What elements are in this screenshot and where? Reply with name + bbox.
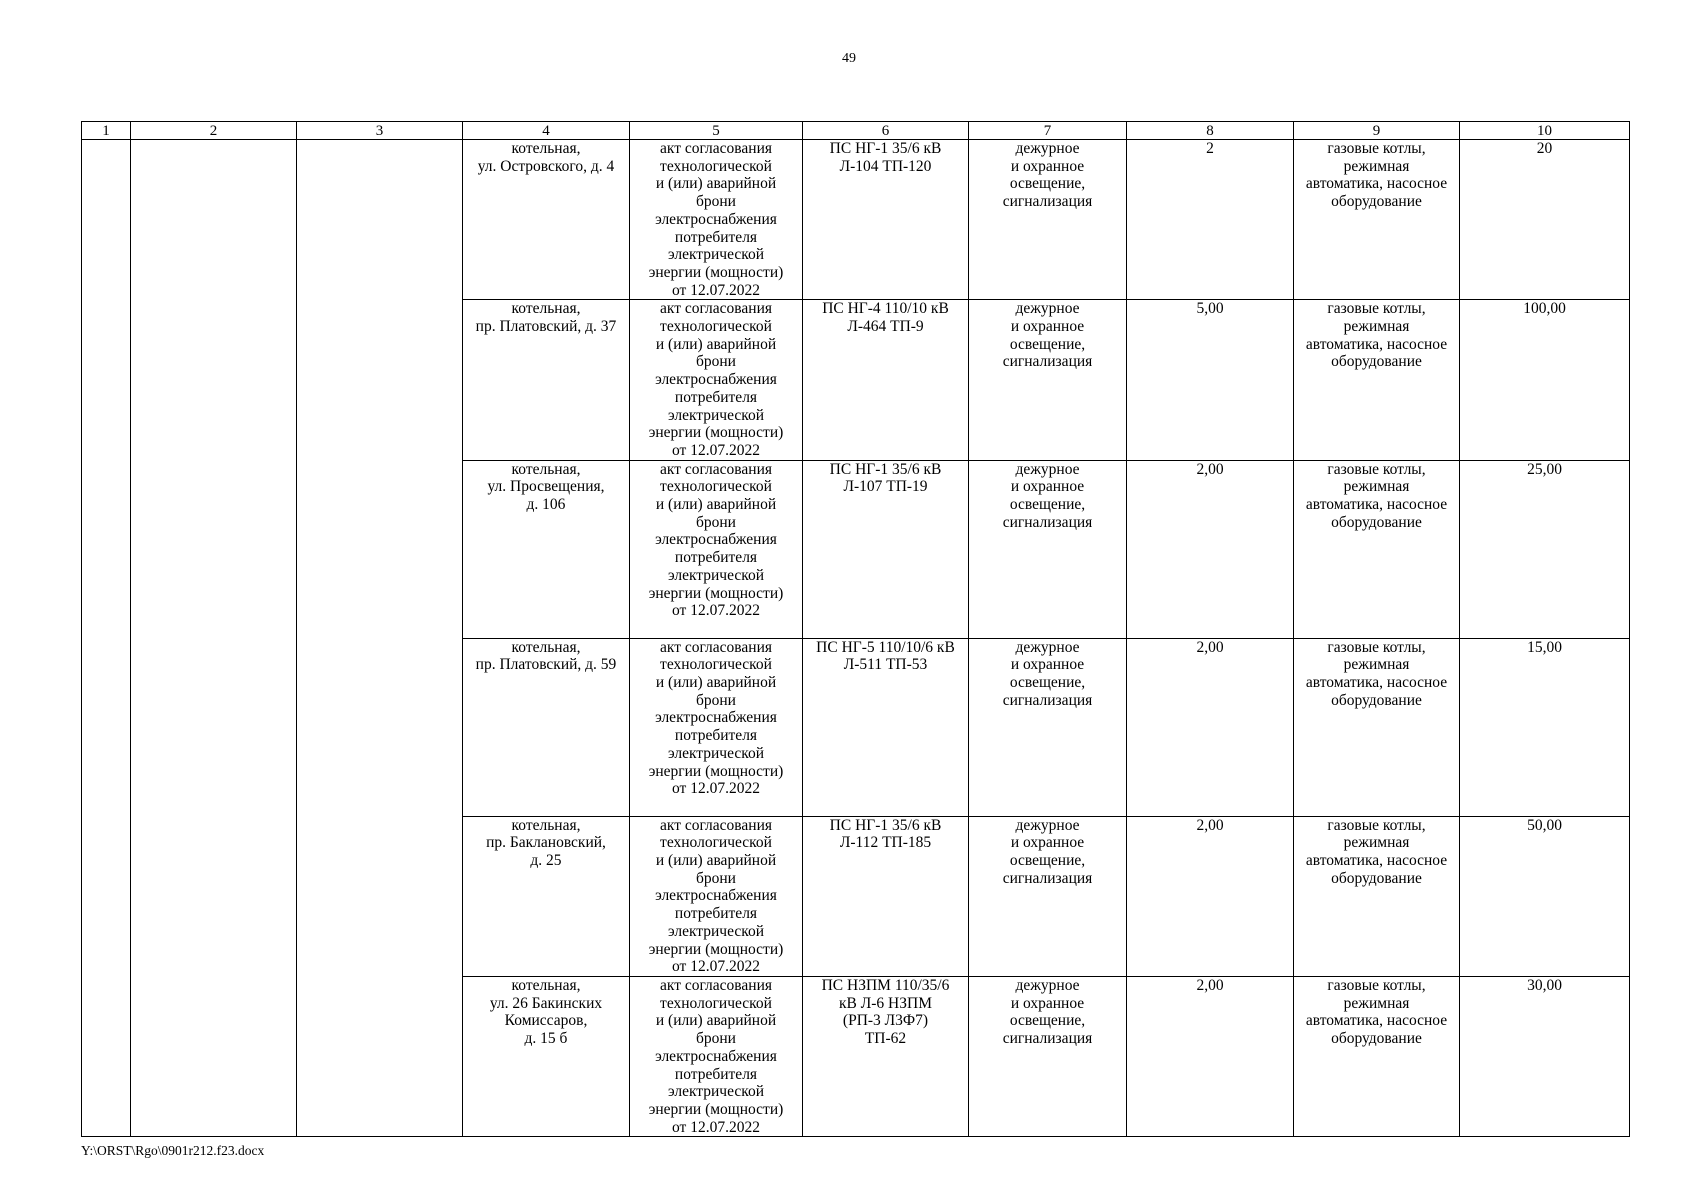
cell-text-line: электрической xyxy=(667,406,765,424)
cell-text-line: и охранное xyxy=(1010,318,1085,336)
cell-text-line: д. 15 б xyxy=(524,1030,568,1048)
cell-text-line: энергии (мощности) xyxy=(648,940,784,958)
cell-text-line: ТП-62 xyxy=(864,1030,907,1048)
cell-text-line: Л-104 ТП-120 xyxy=(839,157,932,175)
cell-text-line: режимная xyxy=(1343,478,1410,496)
cell-text-line: и (или) аварийной xyxy=(655,175,777,193)
equipment-cell xyxy=(1294,816,1460,976)
cell-text-line: освещение, xyxy=(1009,674,1086,692)
column-number-1: 1 xyxy=(82,122,131,140)
cell-text-line: котельная, xyxy=(511,300,581,318)
cell-text-line: электрической xyxy=(667,246,765,264)
cell-text-line: брони xyxy=(696,513,736,531)
power-supply-cell xyxy=(803,140,969,300)
column-number-2: 2 xyxy=(131,122,297,140)
cell-text-line: дежурное xyxy=(1015,638,1080,656)
cell-text-line: освещение, xyxy=(1009,496,1086,514)
column-number-3: 3 xyxy=(297,122,463,140)
value-col8-cell: 2,00 xyxy=(1127,976,1294,1136)
cell-text-line: акт согласования xyxy=(659,140,772,157)
cell-text-line: Л-107 ТП-19 xyxy=(843,478,928,496)
cell-text-line: сигнализация xyxy=(1002,869,1093,887)
equipment-cell xyxy=(1294,460,1460,638)
cell-text-line: от 12.07.2022 xyxy=(672,1118,760,1136)
cell-text-line: ПС НГ-1 35/6 кВ xyxy=(829,460,942,478)
power-supply-cell xyxy=(803,300,969,460)
cell-text-line: освещение, xyxy=(1009,852,1086,870)
value-col10-cell: 30,00 xyxy=(1460,976,1630,1136)
cell-text-line: технологической xyxy=(660,157,772,175)
cell-text-line: автоматика, насосное xyxy=(1305,335,1448,353)
cell-text-line: ул. Просвещения, xyxy=(487,478,605,496)
cell-text-line: котельная, xyxy=(511,976,581,994)
cell-text-line: потребителя xyxy=(674,1065,758,1083)
cell-text-line: освещение, xyxy=(1009,335,1086,353)
cell-text-line: режимная xyxy=(1343,994,1410,1012)
purpose-cell xyxy=(969,638,1127,816)
cell-text-line: и (или) аварийной xyxy=(655,1012,777,1030)
cell-text-line: автоматика, насосное xyxy=(1305,852,1448,870)
cell-text-line: электрической xyxy=(667,922,765,940)
cell-text-line: газовые котлы, xyxy=(1327,638,1426,656)
cell-text-line: газовые котлы, xyxy=(1327,976,1426,994)
cell-text-line: пр. Баклановский, xyxy=(486,834,606,852)
column-number-7: 7 xyxy=(969,122,1127,140)
cell-text-line: и (или) аварийной xyxy=(655,852,777,870)
cell-text-line: режимная xyxy=(1343,157,1410,175)
cell-text-line: автоматика, насосное xyxy=(1305,1012,1448,1030)
empty-cell-col3 xyxy=(297,140,463,1137)
cell-text-line: пр. Платовский, д. 59 xyxy=(475,656,617,674)
cell-text-line: котельная, xyxy=(511,140,581,157)
cell-text-line: акт согласования xyxy=(659,300,772,318)
cell-text-line: освещение, xyxy=(1009,1012,1086,1030)
cell-text-line: и (или) аварийной xyxy=(655,496,777,514)
cell-text-line: акт согласования xyxy=(659,638,772,656)
cell-text-line: потребителя xyxy=(674,905,758,923)
document-cell xyxy=(630,638,803,816)
cell-text-line: ПС НГ-1 35/6 кВ xyxy=(829,140,942,157)
cell-text-line: оборудование xyxy=(1331,1030,1422,1048)
power-supply-cell xyxy=(803,638,969,816)
cell-text-line: и охранное xyxy=(1010,478,1085,496)
cell-text-line: акт согласования xyxy=(659,976,772,994)
cell-text-line: д. 25 xyxy=(530,852,562,870)
column-number-10: 10 xyxy=(1460,122,1630,140)
cell-text-line: потребителя xyxy=(674,388,758,406)
empty-cell-col1 xyxy=(82,140,131,1137)
cell-text-line: режимная xyxy=(1343,318,1410,336)
table-row xyxy=(82,140,1630,300)
cell-text-line: газовые котлы, xyxy=(1327,816,1426,834)
purpose-cell xyxy=(969,976,1127,1136)
value-col10-cell: 25,00 xyxy=(1460,460,1630,638)
power-supply-cell xyxy=(803,816,969,976)
cell-text-line: котельная, xyxy=(511,816,581,834)
cell-text-line: электроснабжения xyxy=(655,371,777,389)
cell-text-line: электрической xyxy=(667,1083,765,1101)
cell-text-line: сигнализация xyxy=(1002,1030,1093,1048)
cell-text-line: дежурное xyxy=(1015,140,1080,157)
value-col10-cell: 50,00 xyxy=(1460,816,1630,976)
cell-text-line: ПС НГ-4 110/10 кВ xyxy=(822,300,949,318)
cell-text-line: акт согласования xyxy=(659,816,772,834)
cell-text-line: ПС НГ-1 35/6 кВ xyxy=(829,816,942,834)
cell-text-line: и (или) аварийной xyxy=(655,674,777,692)
cell-text-line: энергии (мощности) xyxy=(648,584,784,602)
cell-text-line: Л-112 ТП-185 xyxy=(839,834,932,852)
equipment-cell xyxy=(1294,300,1460,460)
equipment-cell xyxy=(1294,140,1460,300)
cell-text-line: технологической xyxy=(660,994,772,1012)
cell-text-line: технологической xyxy=(660,834,772,852)
column-number-6: 6 xyxy=(803,122,969,140)
cell-text-line: дежурное xyxy=(1015,300,1080,318)
cell-text-line: Л-511 ТП-53 xyxy=(843,656,928,674)
cell-text-line: брони xyxy=(696,353,736,371)
cell-text-line: (РП-3 Л3Ф7) xyxy=(842,1012,929,1030)
value-col10-cell: 15,00 xyxy=(1460,638,1630,816)
cell-text-line: газовые котлы, xyxy=(1327,300,1426,318)
cell-text-line: электроснабжения xyxy=(655,709,777,727)
cell-text-line: Л-464 ТП-9 xyxy=(847,318,924,336)
cell-text-line: от 12.07.2022 xyxy=(672,281,760,299)
cell-text-line: акт согласования xyxy=(659,460,772,478)
purpose-cell xyxy=(969,816,1127,976)
cell-text-line: потребителя xyxy=(674,549,758,567)
cell-text-line: энергии (мощности) xyxy=(648,762,784,780)
cell-text-line: электроснабжения xyxy=(655,531,777,549)
cell-text-line: и охранное xyxy=(1010,834,1085,852)
cell-text-line: и охранное xyxy=(1010,656,1085,674)
document-cell xyxy=(630,816,803,976)
cell-text-line: электроснабжения xyxy=(655,887,777,905)
cell-text-line: кВ Л-6 НЗПМ xyxy=(839,994,932,1012)
cell-text-line: энергии (мощности) xyxy=(648,1100,784,1118)
cell-text-line: от 12.07.2022 xyxy=(672,441,760,459)
cell-text-line: брони xyxy=(696,869,736,887)
cell-text-line: д. 106 xyxy=(526,496,566,514)
object-cell xyxy=(463,816,630,976)
cell-text-line: автоматика, насосное xyxy=(1305,496,1448,514)
cell-text-line: потребителя xyxy=(674,228,758,246)
purpose-cell xyxy=(969,140,1127,300)
cell-text-line: автоматика, насосное xyxy=(1305,175,1448,193)
cell-text-line: освещение, xyxy=(1009,175,1086,193)
document-cell xyxy=(630,460,803,638)
empty-cell-col2 xyxy=(131,140,297,1137)
document-cell xyxy=(630,140,803,300)
cell-text-line: электрической xyxy=(667,566,765,584)
cell-text-line: режимная xyxy=(1343,656,1410,674)
column-number-8: 8 xyxy=(1127,122,1294,140)
cell-text-line: электрической xyxy=(667,744,765,762)
cell-text-line: сигнализация xyxy=(1002,353,1093,371)
cell-text-line: Комиссаров, xyxy=(504,1012,588,1030)
equipment-cell xyxy=(1294,638,1460,816)
cell-text-line: автоматика, насосное xyxy=(1305,674,1448,692)
value-col8-cell: 2,00 xyxy=(1127,460,1294,638)
cell-text-line: электроснабжения xyxy=(655,1047,777,1065)
cell-text-line: оборудование xyxy=(1331,193,1422,211)
cell-text-line: сигнализация xyxy=(1002,513,1093,531)
purpose-cell xyxy=(969,300,1127,460)
purpose-cell xyxy=(969,460,1127,638)
cell-text-line: газовые котлы, xyxy=(1327,460,1426,478)
cell-text-line: и охранное xyxy=(1010,994,1085,1012)
value-col10-cell: 20 xyxy=(1460,140,1630,300)
cell-text-line: электроснабжения xyxy=(655,210,777,228)
document-cell xyxy=(630,976,803,1136)
cell-text-line: брони xyxy=(696,193,736,211)
value-col8-cell: 2,00 xyxy=(1127,638,1294,816)
cell-text-line: пр. Платовский, д. 37 xyxy=(475,318,617,336)
cell-text-line: оборудование xyxy=(1331,691,1422,709)
cell-text-line: от 12.07.2022 xyxy=(672,780,760,798)
cell-text-line: и (или) аварийной xyxy=(655,335,777,353)
page-number: 49 xyxy=(842,51,856,66)
cell-text-line: дежурное xyxy=(1015,460,1080,478)
cell-text-line: режимная xyxy=(1343,834,1410,852)
power-supply-cell xyxy=(803,976,969,1136)
cell-text-line: от 12.07.2022 xyxy=(672,602,760,620)
object-cell xyxy=(463,460,630,638)
cell-text-line: от 12.07.2022 xyxy=(672,958,760,976)
column-number-4: 4 xyxy=(463,122,630,140)
column-number-row xyxy=(82,122,1630,140)
cell-text-line: газовые котлы, xyxy=(1327,140,1426,157)
footer-file-path: Y:\ORST\Rgo\0901r212.f23.docx xyxy=(81,1143,265,1158)
cell-text-line: технологической xyxy=(660,656,772,674)
value-col8-cell: 5,00 xyxy=(1127,300,1294,460)
cell-text-line: технологической xyxy=(660,478,772,496)
cell-text-line: дежурное xyxy=(1015,816,1080,834)
cell-text-line: сигнализация xyxy=(1002,691,1093,709)
cell-text-line: оборудование xyxy=(1331,869,1422,887)
cell-text-line: и охранное xyxy=(1010,157,1085,175)
value-col10-cell: 100,00 xyxy=(1460,300,1630,460)
object-cell xyxy=(463,300,630,460)
cell-text-line: энергии (мощности) xyxy=(648,424,784,442)
cell-text-line: потребителя xyxy=(674,727,758,745)
column-number-9: 9 xyxy=(1294,122,1460,140)
cell-text-line: ул. Островского, д. 4 xyxy=(477,157,615,175)
object-cell xyxy=(463,976,630,1136)
cell-text-line: ПС НЗПМ 110/35/6 xyxy=(821,976,950,994)
value-col8-cell: 2,00 xyxy=(1127,816,1294,976)
cell-text-line: ул. 26 Бакинских xyxy=(489,994,603,1012)
power-supply-cell xyxy=(803,460,969,638)
object-cell xyxy=(463,638,630,816)
cell-text-line: брони xyxy=(696,1030,736,1048)
value-col8-cell: 2 xyxy=(1127,140,1294,300)
document-cell xyxy=(630,300,803,460)
equipment-cell xyxy=(1294,976,1460,1136)
cell-text-line: котельная, xyxy=(511,638,581,656)
cell-text-line: ПС НГ-5 110/10/6 кВ xyxy=(816,638,955,656)
cell-text-line: сигнализация xyxy=(1002,193,1093,211)
document-table xyxy=(81,121,1630,1137)
cell-text-line: оборудование xyxy=(1331,353,1422,371)
cell-text-line: брони xyxy=(696,691,736,709)
cell-text-line: дежурное xyxy=(1015,976,1080,994)
cell-text-line: оборудование xyxy=(1331,513,1422,531)
cell-text-line: котельная, xyxy=(511,460,581,478)
column-number-5: 5 xyxy=(630,122,803,140)
cell-text-line: технологической xyxy=(660,318,772,336)
object-cell xyxy=(463,140,630,300)
cell-text-line: энергии (мощности) xyxy=(648,263,784,281)
